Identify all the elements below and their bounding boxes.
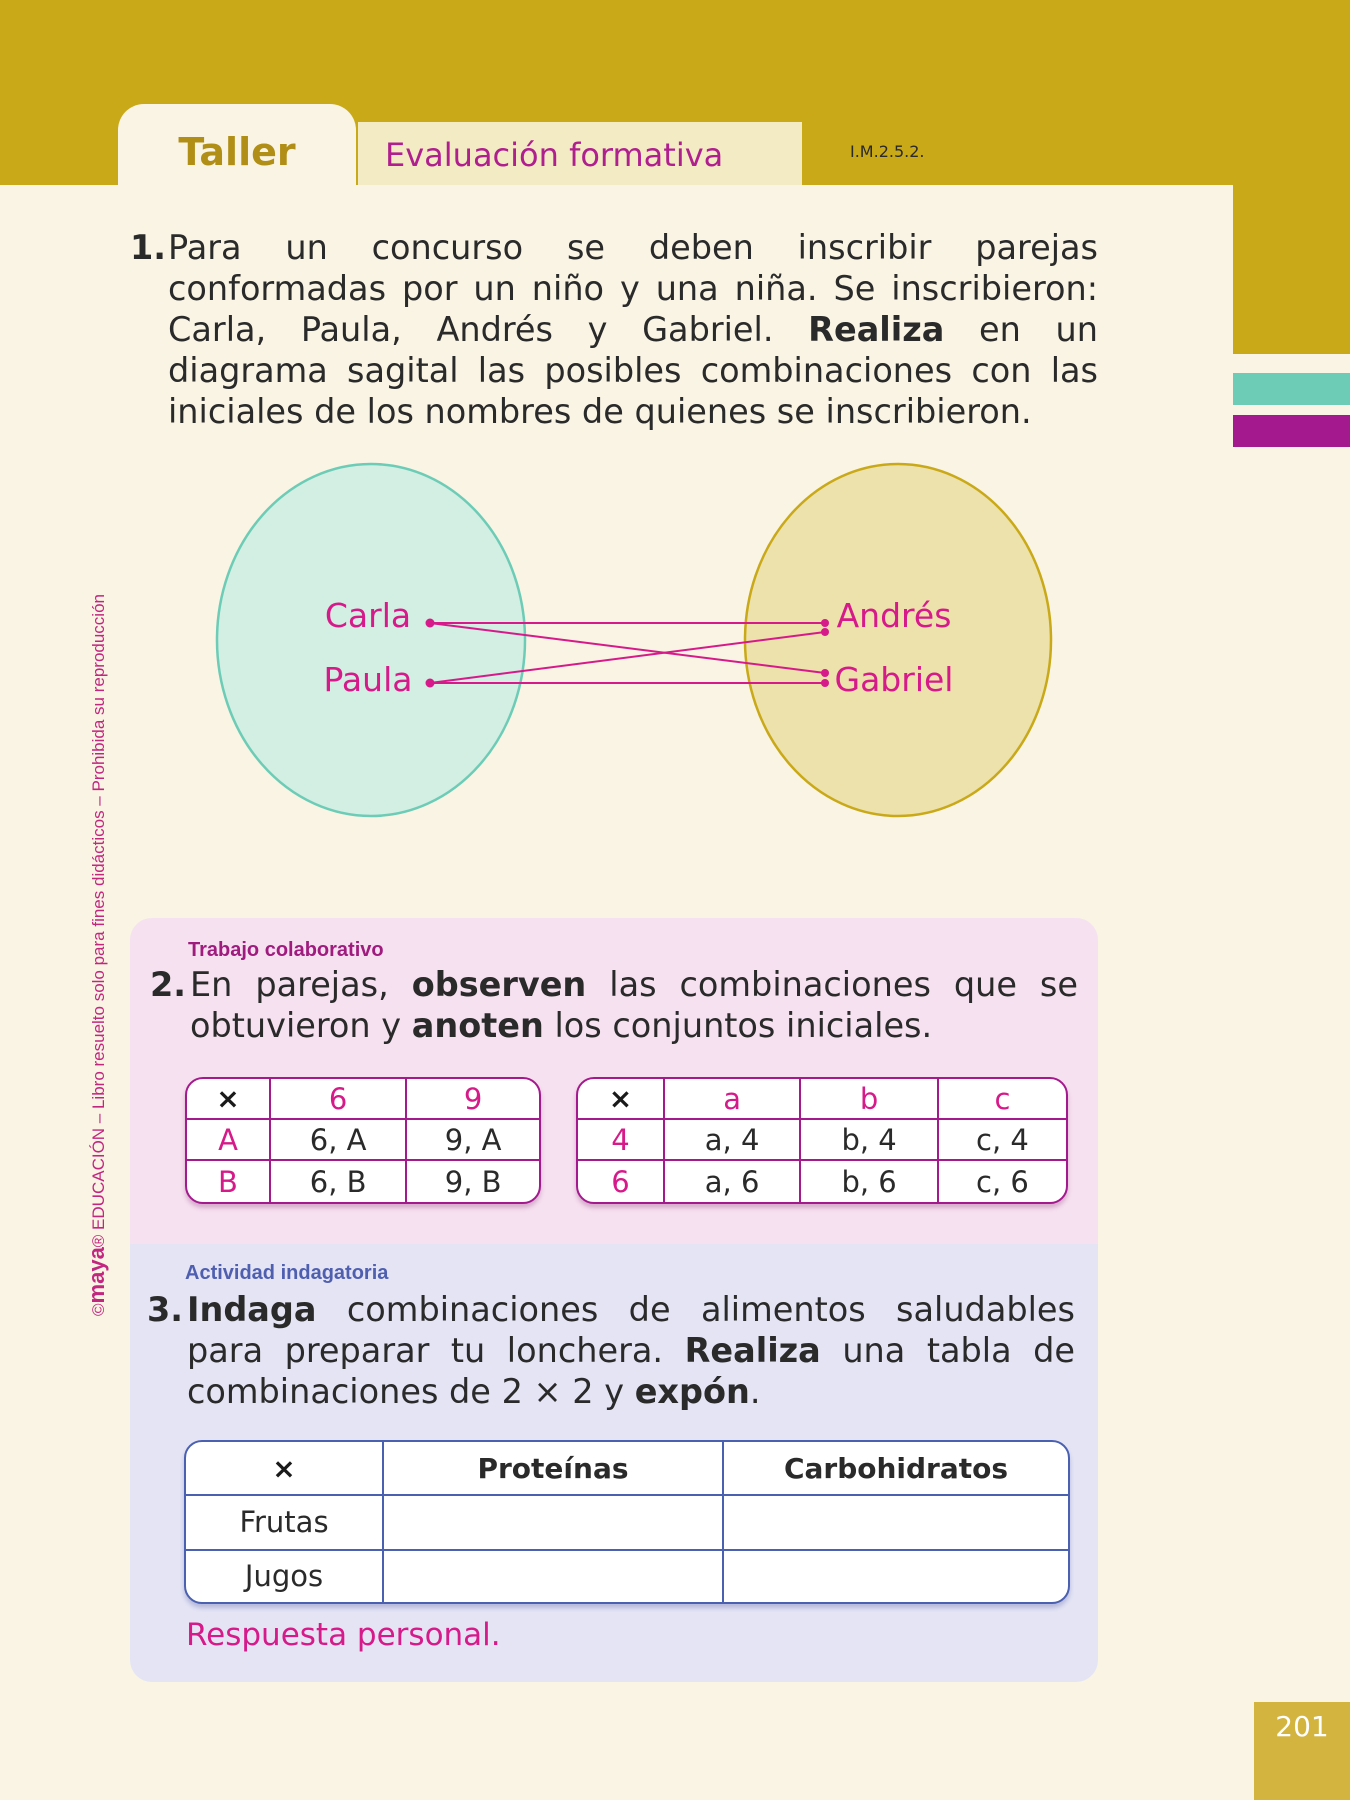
corner-cell: ×: [187, 1079, 271, 1120]
col-header: Carbohidratos: [724, 1442, 1068, 1496]
question-text: Para un concurso se deben inscribir parejas conformadas por un niño y una niña. Se inscribieron: Carla, Paula, Andrés y Gabriel. Realiza en un diagrama sagital las posibles combinaciones con las iniciales de los nombres de quienes se inscribieron.: [168, 228, 1099, 431]
row-header: B: [187, 1161, 271, 1202]
table-cell: 6, B: [271, 1161, 407, 1202]
table-cell: a, 4: [665, 1120, 801, 1161]
col-header: b: [801, 1079, 939, 1120]
table-cell: c, 6: [976, 1164, 1029, 1199]
row-header: Jugos: [186, 1551, 384, 1603]
tab-taller: Taller: [118, 104, 356, 186]
question-number: 3.: [147, 1290, 184, 1329]
combination-table-2: [576, 1077, 1068, 1204]
table-cell: a, 6: [665, 1161, 801, 1202]
arrow-end-dot: [821, 619, 829, 627]
table-cell: 6, A: [271, 1120, 407, 1161]
row-header: 6: [578, 1161, 665, 1202]
answer-text: Respuesta personal.: [186, 1617, 501, 1653]
indicator-code: I.M.2.5.2.: [850, 142, 925, 161]
subtitle-inquiry: Actividad indagatoria: [185, 1262, 389, 1284]
label-andres: Andrés: [836, 596, 952, 635]
question-3: [147, 1289, 1075, 1412]
row-header: Frutas: [186, 1496, 384, 1551]
arrow-end-dot: [821, 628, 829, 636]
table-cell: 9, B: [444, 1164, 502, 1199]
table-cell: b, 4: [801, 1120, 939, 1161]
table-cell: [384, 1496, 724, 1551]
lunchbox-table: [184, 1440, 1070, 1604]
col-header: a: [665, 1079, 801, 1120]
table-cell: b, 6: [801, 1161, 939, 1202]
label-carla: Carla: [324, 596, 412, 635]
table-cell: 9, A: [407, 1120, 539, 1161]
col-header: 9: [407, 1079, 539, 1120]
table-cell: [724, 1496, 1068, 1551]
subtitle-collaborative: Trabajo colaborativo: [188, 939, 384, 961]
corner-cell: ×: [578, 1079, 665, 1120]
combination-table-1: [185, 1077, 541, 1204]
set-boys: [745, 464, 1051, 816]
table-cell: [724, 1551, 1068, 1603]
row-header: A: [187, 1120, 271, 1161]
col-header: c: [939, 1079, 1066, 1120]
label-paula: Paula: [323, 660, 413, 699]
arrow-end-dot: [821, 679, 829, 687]
page-number: 201: [1254, 1702, 1350, 1800]
col-header: 6: [271, 1079, 407, 1120]
corner-cell: ×: [186, 1442, 384, 1496]
question-text: Indaga combinaciones de alimentos saludables para preparar tu lonchera. Realiza una tabla de combinaciones de 2 × 2 y expón.: [187, 1290, 1075, 1411]
table-cell: [384, 1551, 724, 1603]
question-number: 2.: [150, 965, 187, 1004]
arrow-end-dot: [821, 669, 829, 677]
copyright-note: ©maya® EDUCACIÓN – Libro resuelto solo para fines didácticos – Prohibida su reproducción: [84, 594, 109, 1316]
label-gabriel: Gabriel: [834, 660, 954, 699]
arrow-start-dot: [426, 679, 435, 688]
question-2: [150, 964, 1078, 1046]
question-text: En parejas, observen las combinaciones que se obtuvieron y anoten los conjuntos iniciales.: [190, 965, 1078, 1045]
set-girls: [217, 464, 525, 816]
row-header: 4: [578, 1120, 665, 1161]
col-header: Proteínas: [384, 1442, 724, 1496]
arrow-start-dot: [426, 619, 435, 628]
question-number: 1.: [130, 228, 167, 267]
section-title: Evaluación formativa: [358, 122, 802, 185]
table-cell: c, 4: [939, 1120, 1066, 1161]
